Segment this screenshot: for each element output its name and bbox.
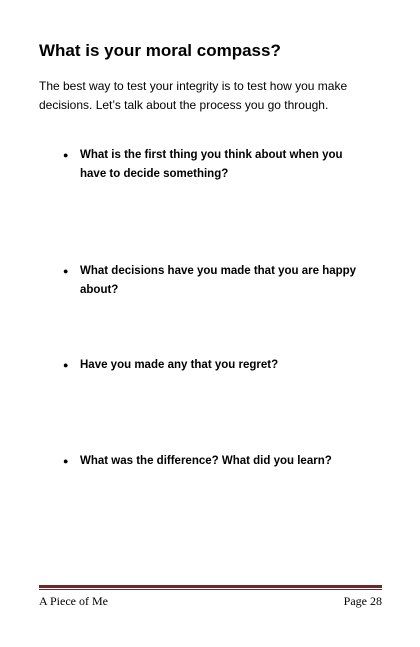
bullet-icon: ● (63, 266, 69, 276)
question-text-4: What was the difference? What did you learn? (80, 455, 332, 467)
question-item-1 (63, 146, 363, 184)
footer-divider-thick (39, 585, 382, 588)
question-item-3 (63, 356, 363, 375)
intro-paragraph: The best way to test your integrity is to test how you make decisions. Let’s talk about the process you go through. (39, 79, 348, 112)
footer-divider-thin (39, 589, 382, 590)
bullet-icon: ● (63, 150, 69, 160)
page-title: What is your moral compass? (39, 41, 281, 60)
footer-book-title: A Piece of Me (39, 594, 108, 608)
question-item-2 (63, 262, 363, 300)
footer-page-number: Page 28 (343, 594, 382, 608)
bullet-icon: ● (63, 456, 69, 466)
question-text-1: What is the first thing you think about when you have to decide something? (80, 149, 343, 180)
question-item-4 (63, 452, 363, 471)
bullet-icon: ● (63, 360, 69, 370)
question-text-2: What decisions have you made that you are happy about? (80, 265, 357, 296)
question-text-3: Have you made any that you regret? (80, 359, 279, 371)
